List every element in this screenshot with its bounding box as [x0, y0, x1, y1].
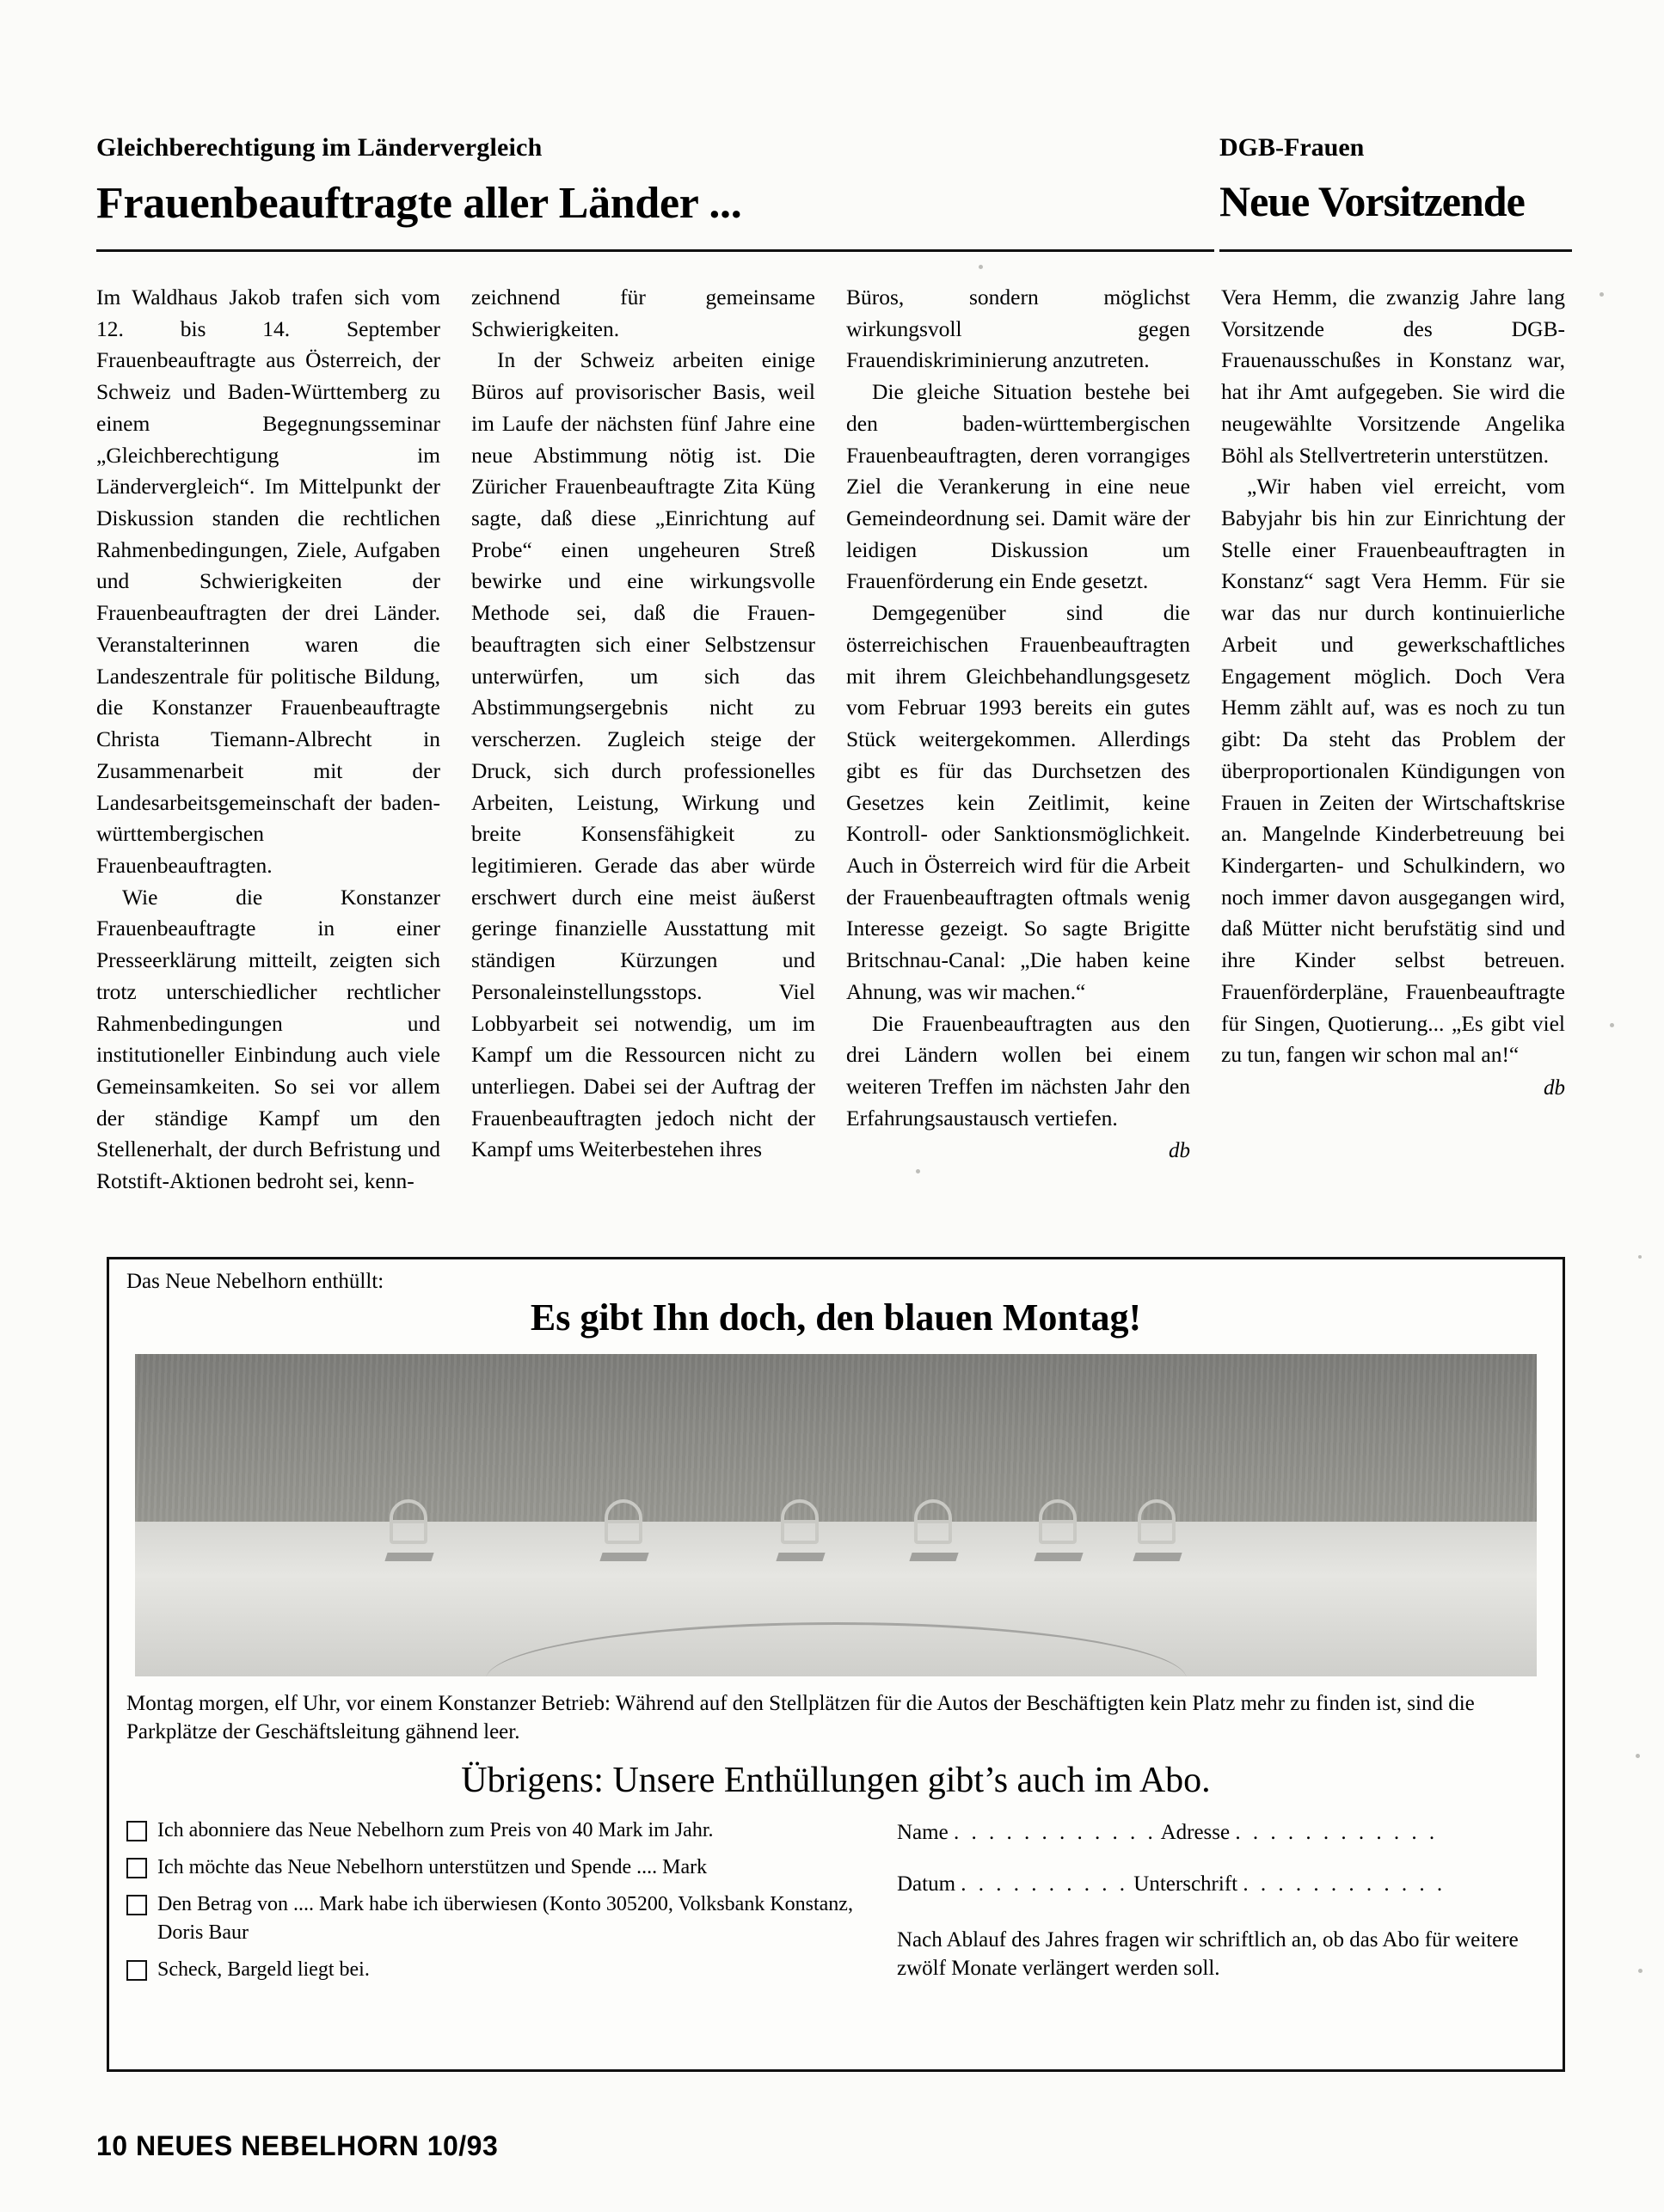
checkbox-row[interactable] [126, 1890, 883, 1947]
bike-rack-icon [384, 1499, 434, 1554]
subscription-ad-box [107, 1257, 1565, 2072]
checkbox-label: Ich abonniere das Neue Nebelhorn zum Preis von 40 Mark im Jahr. [157, 1819, 714, 1841]
signature-field-line[interactable]: . . . . . . . . . . . . [1243, 1872, 1446, 1896]
paragraph: Demgegenüber sind die österreichischen Frauenbeauftragten mit ihrem Gleichbehandlungsgesetz vom Februar 1993 bereits ein gutes Stück weitergekommen. Allerdings gibt es für das Durchsetzen des Gesetzes kein Zeitlimit, keine Kontroll- oder Sanktionsmöglichkeit. Auch in Österreich wird für die Arbeit der Frauenbeauftragten oftmals wenig Interesse gezeigt. So sagte Brigitte Britschnau-Canal: „Die haben keine Ahnung, was wir machen.“ [846, 600, 1190, 1004]
bike-rack-icon [1034, 1499, 1084, 1554]
article-kicker: Gleichberechtigung im Ländervergleich [96, 133, 543, 162]
page-footer: 10 NEUES NEBELHORN 10/93 [96, 2130, 499, 2161]
article-masthead-right [1219, 133, 1572, 226]
page-speck [1600, 292, 1604, 297]
paragraph: „Wir haben viel erreicht, vom Babyjahr bis hin zur Einrichtung der Stelle einer Frauenbeauftragten in Konstanz“ sagt Vera Hemm. Für sie war das nur durch kontinuierliche Arbeit und gewerkschaftliches Engagement möglich. Doch Vera Hemm zählt auf, was es noch zu tun gibt: Da steht das Problem der überproportionalen Kündigungen von Frauen in Zeiten der Wirtschaftskrise an. Mangelnde Kinderbetreuung bei Kindergarten- und Schulkindern, wo noch immer davon ausgegangen wird, daß Mütter nicht berufstätig sind und ihre Kinder selbst betreuen. Frauenförderpläne, Frauenbeauftragte für Singen, Quotierung... „Es gibt viel zu tun, fangen wir schon mal an!“ [1221, 474, 1565, 1068]
date-field-line[interactable]: . . . . . . . . . . [961, 1872, 1129, 1896]
paragraph: Die gleiche Situation bestehe bei den baden-württembergischen Frauenbeauftragten, deren vorrangiges Ziel die Verankerung in eine neue Gemeindeordnung sei. Damit wäre der leidigen Diskussion um Frauenförderung ein Ende gesetzt. [846, 379, 1190, 594]
page-speck [1610, 1023, 1614, 1027]
article-masthead-left [96, 133, 1214, 229]
checkbox-donate[interactable] [126, 1858, 147, 1878]
article-headline-right: Neue Vorsitzende [1219, 177, 1525, 225]
bike-rack-icon [909, 1499, 959, 1554]
article-kicker-right: DGB-Frauen [1219, 133, 1365, 162]
checkbox-label: Den Betrag von .... Mark habe ich überwiesen (Konto 305200, Volksbank Konstanz, Doris Baur [157, 1893, 853, 1945]
photo-ground [135, 1522, 1537, 1676]
paragraph: Vera Hemm, die zwanzig Jahre lang Vorsitzende des DGB-Frauenausschußes in Konstanz war, hat ihr Amt aufgegeben. Sie wird die neugewählte Vorsitzende Angelika Böhl als Stellvertreterin unterstützen. [1221, 285, 1565, 468]
date-field-label: Datum [897, 1872, 956, 1896]
form-fields [883, 1817, 1545, 1994]
article-columns [96, 282, 1572, 1198]
subscription-form [126, 1817, 1545, 1994]
article-headline: Frauenbeauftragte aller Länder ... [96, 179, 742, 228]
column-1 [96, 282, 440, 1198]
column-2 [471, 282, 815, 1198]
checkbox-cash[interactable] [126, 1960, 147, 1981]
address-field-line[interactable]: . . . . . . . . . . . . [1235, 1821, 1439, 1844]
ad-title: Es gibt Ihn doch, den blauen Montag! [530, 1296, 1142, 1339]
paragraph: Wie die Konstanzer Frauenbeauftragte in einer Presseerklärung mitteilt, zeigten sich trotz unterschiedlicher rechtlicher Rahmenbedingungen und institutioneller Einbindung auch viele Gemeinsamkeiten. So sei vor allem der ständige Kampf um den Stellenerhalt, der durch Befristung und Rotstift-Aktionen bedroht sei, kenn- [96, 884, 440, 1194]
page-speck [979, 265, 983, 269]
bike-rack-icon [599, 1499, 649, 1554]
article-signature-right: db [1544, 1075, 1565, 1100]
checkbox-label: Scheck, Bargeld liegt bei. [157, 1958, 370, 1982]
column-3 [846, 282, 1190, 1198]
paragraph: Büros, sondern möglichst wirkungsvoll gegen Frauendiskriminierung anzutreten. [846, 285, 1190, 373]
page-speck [1636, 1754, 1640, 1758]
checkbox-row[interactable] [126, 1854, 883, 1882]
signature-field-label: Unterschrift [1133, 1872, 1238, 1896]
name-field-line[interactable]: . . . . . . . . . . . . [953, 1821, 1157, 1844]
checkbox-row[interactable] [126, 1817, 883, 1845]
header-rule-left [96, 249, 1214, 252]
bike-rack-icon [1133, 1499, 1182, 1554]
field-row-date[interactable] [897, 1868, 1545, 1901]
checkbox-row[interactable] [126, 1956, 883, 1984]
paragraph: In der Schweiz arbeiten einige Büros auf provisorischer Basis, weil im Laufe der nächsten fünf Jahre eine neue Abstimmung nötig ist. Die Züricher Frauenbeauftragte Zita Küng sagte, daß diese „Einrichtung auf Probe“ einen ungeheuren Streß bewirke und eine wirkungsvolle Methode sei, daß die Frauen- beauftragten sich einer Selbstzensur unterwürfen, um sich das Abstimmungsergebnis nicht zu verscherzen. Zugleich steige der Druck, sich durch professionelles Arbeiten, Leistung, Wirkung und breite Konsensfähigkeit zu legitimieren. Gerade das aber würde erschwert durch eine meist äußerst geringe finanzielle Ausstattung mit ständigen Kürzungen und Personaleinstellungsstops. Viel Lobbyarbeit sei notwendig, um im Kampf um die Ressourcen nicht zu unterliegen. Dabei sei der Auftrag der Frauenbeauftragten jedoch nicht der Kampf ums Weiterbestehen ihres [471, 347, 815, 1162]
ad-caption: Montag morgen, elf Uhr, vor einem Konstanzer Betrieb: Während auf den Stellplätzen für die Autos der Beschäftigten kein Platz mehr zu finden ist, sind die Parkplätze der Geschäftsleitung gähnend leer. [126, 1692, 1475, 1743]
paragraph: Im Waldhaus Jakob trafen sich vom 12. bis 14. September Frauenbeauftragte aus Österreich, der Schweiz und Baden-Württemberg zu einem Begegnungsseminar „Gleichberechtigung im Ländervergleich“. Im Mittelpunkt der Diskussion standen die rechtlichen Rahmenbedingungen, Ziele, Aufgaben und Schwierigkeiten der Frauenbeauftragten der drei Länder. Veranstalterinnen waren die Landeszentrale für politische Bildung, die Konstanzer Frauenbeauftragte Christa Tiemann-Albrecht in Zusammenarbeit mit der Landesarbeitsgemeinschaft der baden-württembergischen Frauenbeauftragten. [96, 285, 440, 878]
checkbox-transfer[interactable] [126, 1895, 147, 1915]
page-speck [1638, 1255, 1642, 1259]
ad-note: Nach Ablauf des Jahres fragen wir schriftlich an, ob das Abo für weitere zwölf Monate verlängert werden soll. [897, 1928, 1519, 1980]
ad-subtitle: Übrigens: Unsere Enthüllungen gibt’s auch im Abo. [461, 1761, 1211, 1800]
photo-wall [135, 1354, 1537, 1535]
page-speck [1638, 1969, 1643, 1973]
paragraph: Die Frauenbeauftragten aus den drei Ländern wollen bei einem weiteren Treffen im nächsten Jahr den Erfahrungsaustausch vertiefen. [846, 1010, 1190, 1131]
column-4 [1221, 282, 1565, 1198]
ad-photo [135, 1354, 1537, 1676]
ad-topline: Das Neue Nebelhorn enthüllt: [126, 1270, 384, 1293]
checkbox-subscribe[interactable] [126, 1821, 147, 1841]
address-field-label: Adresse [1160, 1821, 1231, 1844]
header-rule-right [1219, 249, 1572, 252]
name-field-label: Name [897, 1821, 949, 1844]
field-row-name[interactable] [897, 1817, 1545, 1849]
checkbox-label: Ich möchte das Neue Nebelhorn unterstützen und Spende .... Mark [157, 1856, 708, 1879]
paragraph: zeichnend für gemeinsame Schwierigkeiten. [471, 285, 815, 341]
article-signature: db [1169, 1139, 1190, 1163]
bike-rack-icon [776, 1499, 826, 1554]
form-checkbox-list [126, 1817, 883, 1994]
